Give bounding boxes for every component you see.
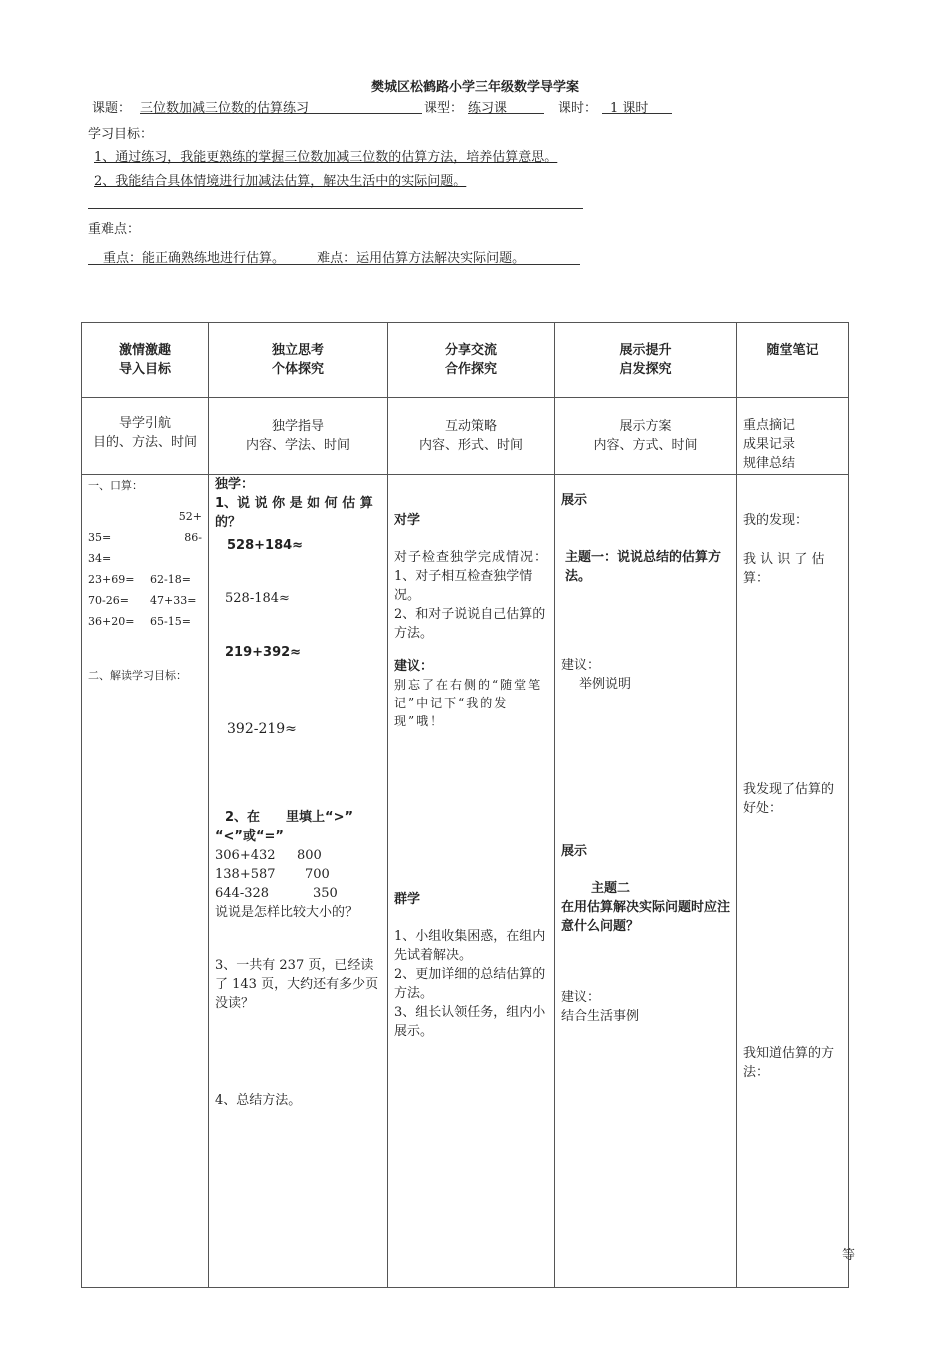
advice-1-text: 举例说明 <box>579 677 632 692</box>
hours-label: 课时： <box>558 101 598 116</box>
header-cell-2: 独立思考 个体探究 <box>209 323 388 398</box>
group-2: 2、更加详细的总结估算的方法。 <box>394 967 546 1001</box>
q2b: “<”或“=” <box>215 829 284 844</box>
header-cell-3: 分享交流 合作探究 <box>388 323 555 398</box>
compare-1: 306+432 800 <box>215 848 322 863</box>
oral-r5: 70-26= 47+33= <box>88 594 197 607</box>
type-label: 课型： <box>424 101 464 116</box>
pair-text: 对子检查独学完成情况： <box>394 550 549 565</box>
show-1: 展示 <box>561 493 588 508</box>
topic-label: 课题： <box>92 101 132 116</box>
key-label: 重难点： <box>88 222 141 237</box>
estimate-2: 528-184≈ <box>225 591 290 606</box>
goals-label: 学习目标： <box>88 127 154 142</box>
content-cell-cooperation <box>388 475 555 1288</box>
advice-1-label: 建议： <box>561 658 601 673</box>
document-title: 樊城区松鹤路小学三年级数学导学案 <box>370 80 579 95</box>
q2c: 说说是怎样比较大小的？ <box>215 905 359 920</box>
subheader-cell-2: 独学指导 内容、学法、时间 <box>209 398 388 475</box>
goal-1: 1、通过练习，我能更熟练的掌握三位数加减三位数的估算方法，培养估算意思。 <box>94 150 558 165</box>
content-cell-self-study <box>209 475 388 1288</box>
hours-value: 1 课时 <box>602 97 672 114</box>
group-title: 群学 <box>394 892 421 907</box>
content-cell-notes <box>737 475 849 1288</box>
header-cell-1: 激情激趣 导入目标 <box>82 323 209 398</box>
subheader-row <box>82 398 849 475</box>
subheader-cell-3: 互动策略 内容、形式、时间 <box>388 398 555 475</box>
theme-2-title: 主题二 <box>591 881 631 896</box>
compare-2: 138+587 700 <box>215 867 330 882</box>
estimate-3: 219+392≈ <box>225 645 302 660</box>
advice-title: 建议： <box>394 659 434 674</box>
q1: 1、说 说 你 是 如 何 估 算 的？ <box>215 496 373 530</box>
group-3: 3、组长认领任务，组内小展示。 <box>394 1005 546 1039</box>
q4: 4、总结方法。 <box>215 1093 302 1108</box>
oral-r2: 35= 86- <box>88 531 202 544</box>
advice-2-text: 结合生活事例 <box>561 1009 640 1024</box>
group-1: 1、小组收集困惑，在组内先试着解决。 <box>394 929 546 963</box>
note-know: 我 认 识 了 估 算： <box>743 552 825 586</box>
study-table <box>81 322 849 1288</box>
oral-r1: 52+ <box>178 510 202 523</box>
subheader-cell-1: 导学引航 目的、方法、时间 <box>82 398 209 475</box>
key-text: 重点：能正确熟练地进行估算。 <box>103 251 286 266</box>
compare-3: 644-328 350 <box>215 886 338 901</box>
content-row <box>82 475 849 1288</box>
show-2: 展示 <box>561 844 588 859</box>
blank-line <box>88 208 583 209</box>
header-cell-5: 随堂笔记 <box>737 323 849 398</box>
note-method: 我知道估算的方法： <box>743 1046 835 1080</box>
oral-r3: 34= <box>88 552 112 565</box>
topic-value: 三位数加减三位数的估算练习 <box>140 97 422 114</box>
header-cell-4: 展示提升 启发探究 <box>555 323 737 398</box>
content-cell-presentation <box>555 475 737 1288</box>
advice-2-label: 建议： <box>561 990 601 1005</box>
q2a: 2、在 里填上“>” <box>225 810 354 825</box>
difficulty-text: 难点：运用估算方法解决实际问题。 <box>317 251 526 266</box>
content-cell-warmup <box>82 475 209 1288</box>
key-points-line <box>88 247 580 265</box>
pair-1: 1、对子相互检查独学情况。 <box>394 569 533 603</box>
self-title: 独学： <box>215 477 255 492</box>
etc-mark: 等 <box>842 1248 856 1263</box>
advice-text: 别忘了在右侧的“随堂笔记”中记下“我的发现”哦！ <box>394 678 543 728</box>
oral-r4: 23+69= 62-18= <box>88 573 191 586</box>
type-value: 练习课 <box>468 97 544 114</box>
theme-1: 主题一：说说总结的估算方法。 <box>565 550 722 584</box>
estimate-1: 528+184≈ <box>227 538 304 553</box>
note-discovery: 我的发现： <box>743 513 809 528</box>
theme-2-text: 在用估算解决实际问题时应注意什么问题？ <box>561 900 731 934</box>
pair-title: 对学 <box>394 513 421 528</box>
subheader-cell-5: 重点摘记 成果记录 规律总结 <box>737 398 849 475</box>
oral-title: 一、口算： <box>88 479 143 492</box>
goal-2: 2、我能结合具体情境进行加减法估算，解决生活中的实际问题。 <box>94 174 467 189</box>
estimate-4: 392-219≈ <box>227 721 297 737</box>
goal-read: 二、解读学习目标： <box>88 669 187 682</box>
q3: 3、一共有 237 页，已经读了 143 页，大约还有多少页没读？ <box>215 958 379 1011</box>
note-benefit: 我发现了估算的好处： <box>743 782 835 816</box>
subheader-cell-4: 展示方案 内容、方式、时间 <box>555 398 737 475</box>
pair-2: 2、和对子说说自己估算的方法。 <box>394 607 546 641</box>
oral-r6: 36+20= 65-15= <box>88 615 191 628</box>
header-row <box>82 323 849 398</box>
